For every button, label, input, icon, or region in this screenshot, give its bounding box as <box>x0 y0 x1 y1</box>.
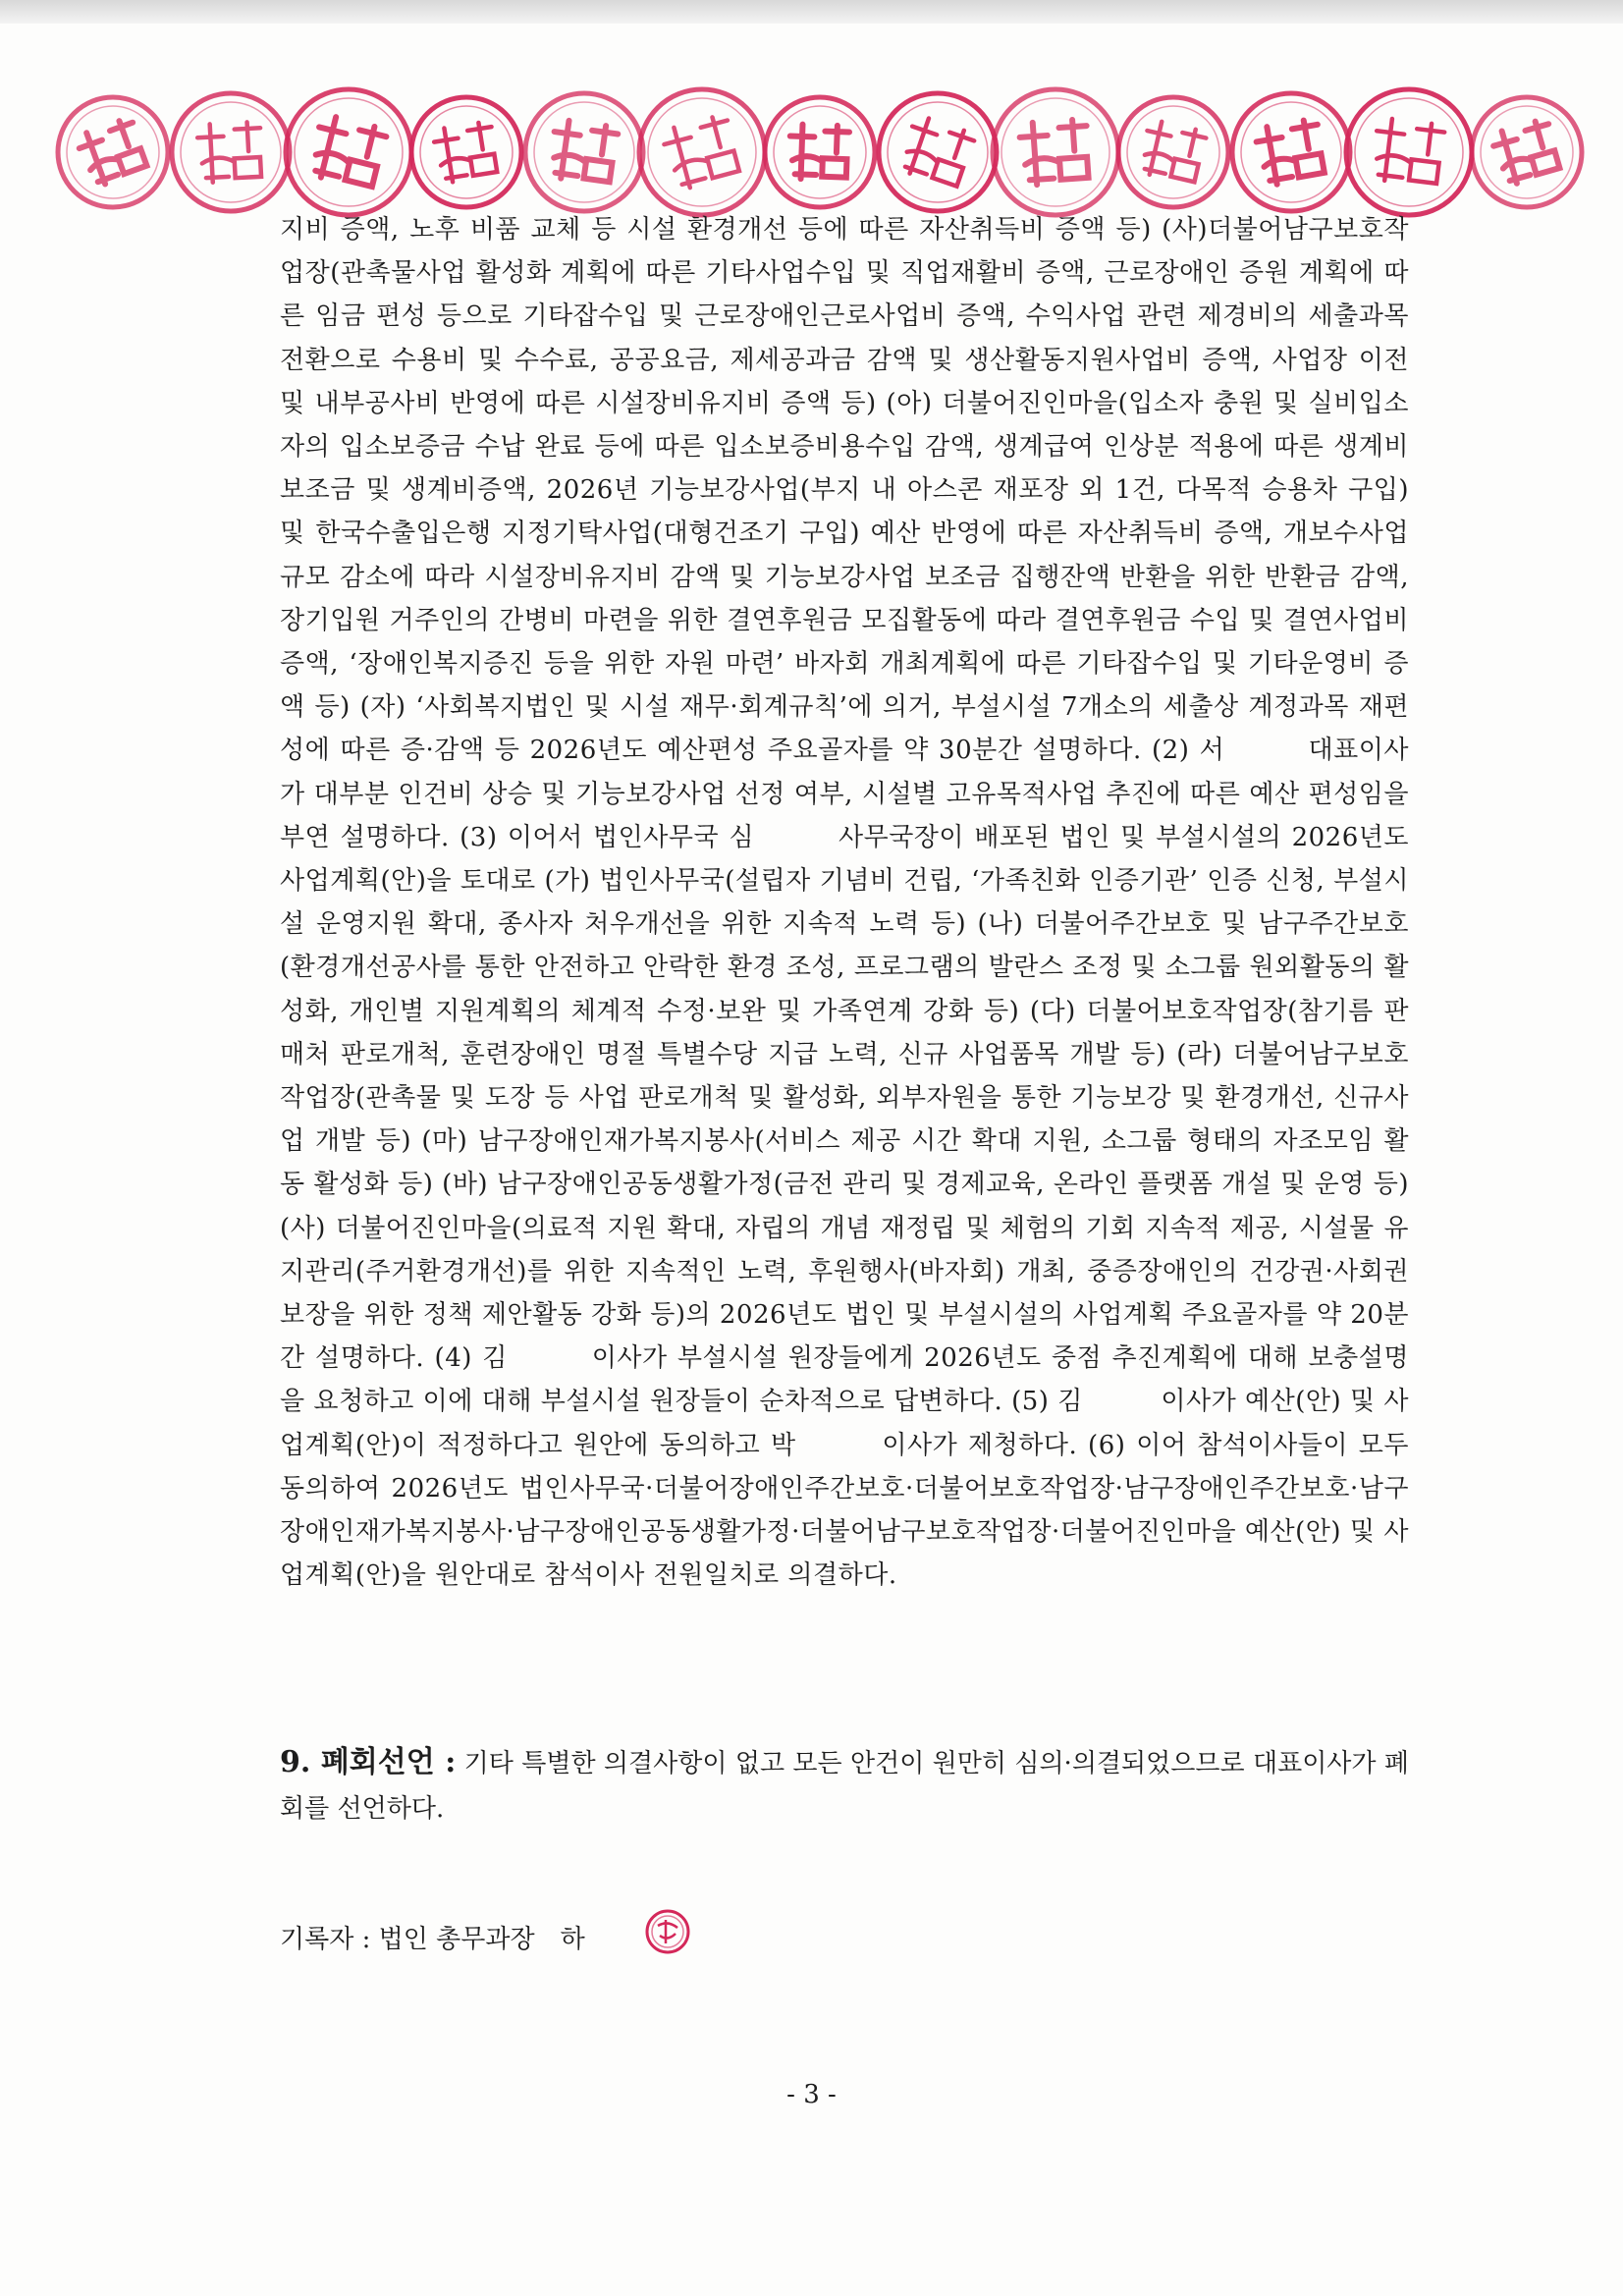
red-seal-icon <box>172 93 290 211</box>
closing-text: 기타 특별한 의결사항이 없고 모든 안건이 원만히 심의·의결되었으므로 대표이사가 폐회를 선언하다. <box>280 1749 1409 1824</box>
red-seal-icon <box>879 93 997 211</box>
recorder-line <box>280 1915 691 1964</box>
red-seal-icon <box>411 97 521 207</box>
seals-svg <box>54 59 1586 226</box>
red-seal-icon <box>525 93 643 211</box>
red-seal-icon <box>765 97 875 207</box>
page-number: - 3 - <box>786 2080 837 2109</box>
minutes-body-text: 지비 증액, 노후 비품 교체 등 시설 환경개선 등에 따른 자산취득비 증액 등) (사)더불어남구보호작업장(관촉물사업 활성화 계획에 따른 기타사업수입 및 직업재활비 증액, 근로장애인 증원 계획에 따른 임금 편성 등으로 기타잡수입 및 근로장애인근로사업비 증액, 수익사업 관련 제경비의 세출과목 전환으로 수용비 및 수수료, 공공요금, 제세공과금 감액 및 생산활동지원사업비 증액, 사업장 이전 및 내부공사비 반영에 따른 시설장비유지비 증액 등) (아) 더불어진인마을(입소자 충원 및 실비입소자의 입소보증금 수납 완료 등에 따른 입소보증비용수입 감액, 생계급여 인상분 적용에 따른 생계비보조금 및 생계비증액, 2026년 기능보강사업(부지 내 아스콘 재포장 외 1건, 다목적 승용차 구입) 및 한국수출입은행 지정기탁사업(대형건조기 구입) 예산 반영에 따른 자산취득비 증액, 개보수사업규모 감소에 따라 시설장비유지비 감액 및 기능보강사업 보조금 집행잔액 반환을 위한 반환금 감액, 장기입원 거주인의 간병비 마련을 위한 결연후원금 모집활동에 따라 결연후원금 수입 및 결연사업비 증액, ‘장애인복지증진 등을 위한 자원 마련’ 바자회 개최계획에 따른 기타잡수입 및 기타운영비 증액 등) (자) ‘사회복지법인 및 시설 재무·회계규칙’에 의거, 부설시설 7개소의 세출상 계정과목 재편성에 따른 증·감액 등 2026년도 예산편성 주요골자를 약 30분간 설명하다. (2) 서 대표이사가 대부분 인건비 상승 및 기능보강사업 선정 여부, 시설별 고유목적사업 추진에 따른 예산 편성임을 부연 설명하다. (3) 이어서 법인사무국 심 사무국장이 배포된 법인 및 부설시설의 2026년도 사업계획(안)을 토대로 (가) 법인사무국(설립자 기념비 건립, ‘가족친화 인증기관’ 인증 신청, 부설시설 운영지원 확대, 종사자 처우개선을 위한 지속적 노력 등) (나) 더불어주간보호 및 남구주간보호(환경개선공사를 통한 안전하고 안락한 환경 조성, 프로그램의 발란스 조정 및 소그룹 원외활동의 활성화, 개인별 지원계획의 체계적 수정·보완 및 가족연계 강화 등) (다) 더불어보호작업장(참기름 판매처 판로개척, 훈련장애인 명절 특별수당 지급 노력, 신규 사업품목 개발 등) (라) 더불어남구보호작업장(관촉물 및 도장 등 사업 판로개척 및 활성화, 외부자원을 통한 기능보강 및 환경개선, 신규사업 개발 등) (마) 남구장애인재가복지봉사(서비스 제공 시간 확대 지원, 소그룹 형태의 자조모임 활동 활성화 등) (바) 남구장애인공동생활가정(금전 관리 및 경제교육, 온라인 플랫폼 개설 및 운영 등) (사) 더불어진인마을(의료적 지원 확대, 자립의 개념 재정립 및 체험의 기회 지속적 제공, 시설물 유지관리(주거환경개선)를 위한 지속적인 노력, 후원행사(바자회) 개최, 중증장애인의 건강권·사회권 보장을 위한 정책 제안활동 강화 등)의 2026년도 법인 및 부설시설의 사업계획 주요골자를 약 20분간 설명하다. (4) 김 이사가 부설시설 원장들에게 2026년도 중점 추진계획에 대해 보충설명을 요청하고 이에 대해 부설시설 원장들이 순차적으로 답변하다. (5) 김 이사가 예산(안) 및 사업계획(안)이 적정하다고 원안에 동의하고 박 이사가 제청하다. (6) 이어 참석이사들이 모두 동의하여 2026년도 법인사무국·더불어장애인주간보호·더불어보호작업장·남구장애인주간보호·남구장애인재가복지봉사·남구장애인공동생활가정·더불어남구보호작업장·더불어진인마을 예산(안) 및 사업계획(안)을 원안대로 참석이사 전원일치로 의결하다. <box>280 215 1409 1591</box>
red-seal-icon <box>993 89 1118 215</box>
red-seal-icon <box>1118 97 1228 207</box>
recorder-label: 기록자 : 법인 총무과장 하 <box>280 1925 585 1954</box>
red-seal-icon <box>639 89 765 215</box>
seal-row <box>54 59 1586 226</box>
red-seal-icon <box>58 97 168 207</box>
red-seal-icon <box>1346 89 1472 215</box>
red-seal-icon <box>1232 93 1350 211</box>
closing-declaration <box>280 1740 1409 1831</box>
closing-heading: 9. 폐회선언 : <box>280 1745 457 1779</box>
personal-seal-icon <box>644 1908 691 1972</box>
red-seal-icon <box>286 89 411 215</box>
red-seal-icon <box>1472 97 1582 207</box>
scan-top-edge <box>0 0 1623 24</box>
